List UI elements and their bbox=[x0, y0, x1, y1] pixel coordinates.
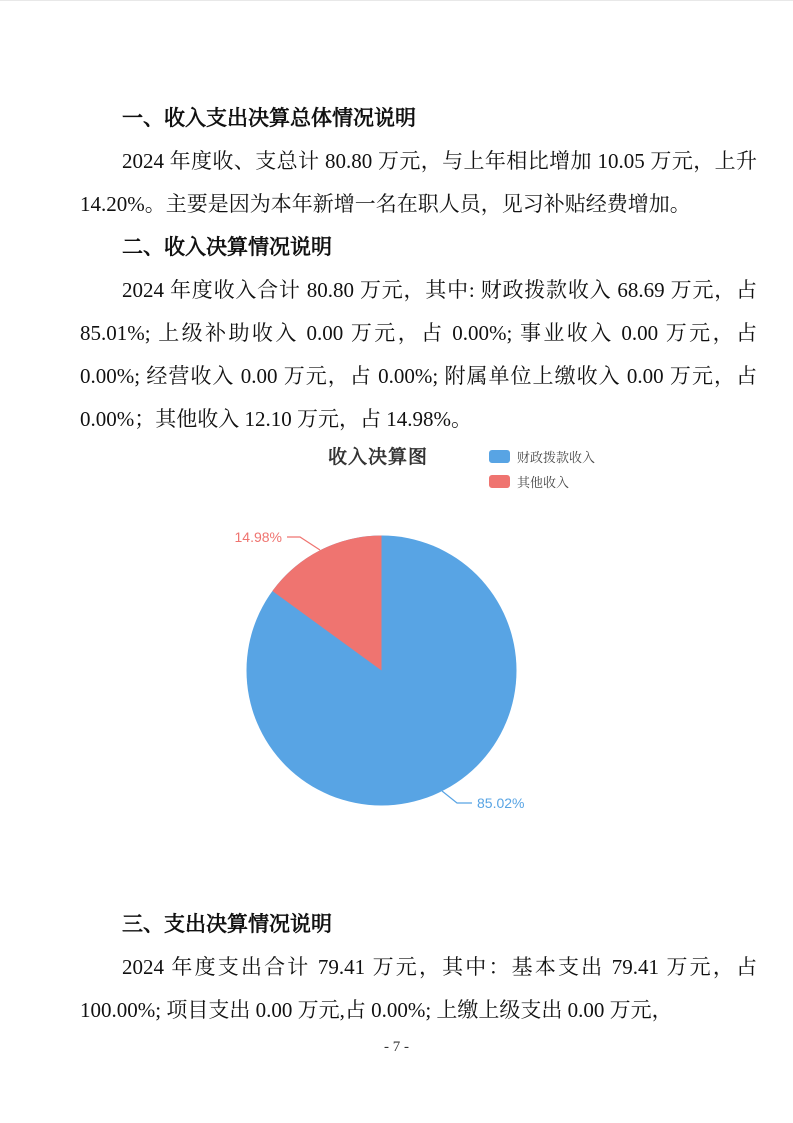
section-1-paragraph: 2024 年度收、支总计 80.80 万元，与上年相比增加 10.05 万元，上升 14.20%。主要是因为本年新增一名在职人员，见习补贴经费增加。 bbox=[80, 149, 757, 216]
label-line-fiscal-income bbox=[442, 791, 472, 803]
legend-swatch-fiscal-income bbox=[489, 450, 510, 463]
label-line-other-income bbox=[287, 537, 320, 550]
document-page bbox=[0, 1, 793, 1123]
page-number: - 7 - bbox=[384, 1039, 409, 1055]
chart-header bbox=[80, 441, 757, 489]
section-2-paragraph: 2024 年度收入合计 80.80 万元，其中: 财政拨款收入 68.69 万元，占 85.01%; 上级补助收入 0.00 万元，占 0.00%; 事业收入 0.00 万元，占 0.00%; 经营收入 0.00 万元，占 0.00%; 附属单位上缴收入 0.00 万元，占 0.00%；其他收入 12.10 万元，占 14.98%。 bbox=[80, 278, 757, 431]
income-pie-chart bbox=[80, 441, 757, 829]
legend-item-fiscal-income bbox=[489, 449, 595, 463]
section-2-heading: 二、收入决算情况说明 bbox=[122, 235, 332, 259]
chart-title: 收入决算图 bbox=[328, 447, 429, 468]
legend-label-other-income: 其他收入 bbox=[517, 474, 570, 490]
section-3-heading: 三、支出决算情况说明 bbox=[122, 912, 332, 936]
pie-label-other-income: 14.98% bbox=[234, 529, 282, 545]
legend-swatch-other-income bbox=[489, 475, 510, 488]
pie-label-fiscal-income: 85.02% bbox=[477, 795, 525, 811]
pie-svg bbox=[80, 489, 757, 829]
legend-item-other-income bbox=[489, 474, 569, 488]
section-1-heading: 一、收入支出决算总体情况说明 bbox=[122, 106, 416, 130]
legend-label-fiscal-income: 财政拨款收入 bbox=[517, 449, 596, 465]
section-3-paragraph: 2024 年度支出合计 79.41 万元，其中：基本支出 79.41 万元，占 100.00%; 项目支出 0.00 万元,占 0.00%; 上缴上级支出 0.00 万元， bbox=[80, 955, 757, 1022]
